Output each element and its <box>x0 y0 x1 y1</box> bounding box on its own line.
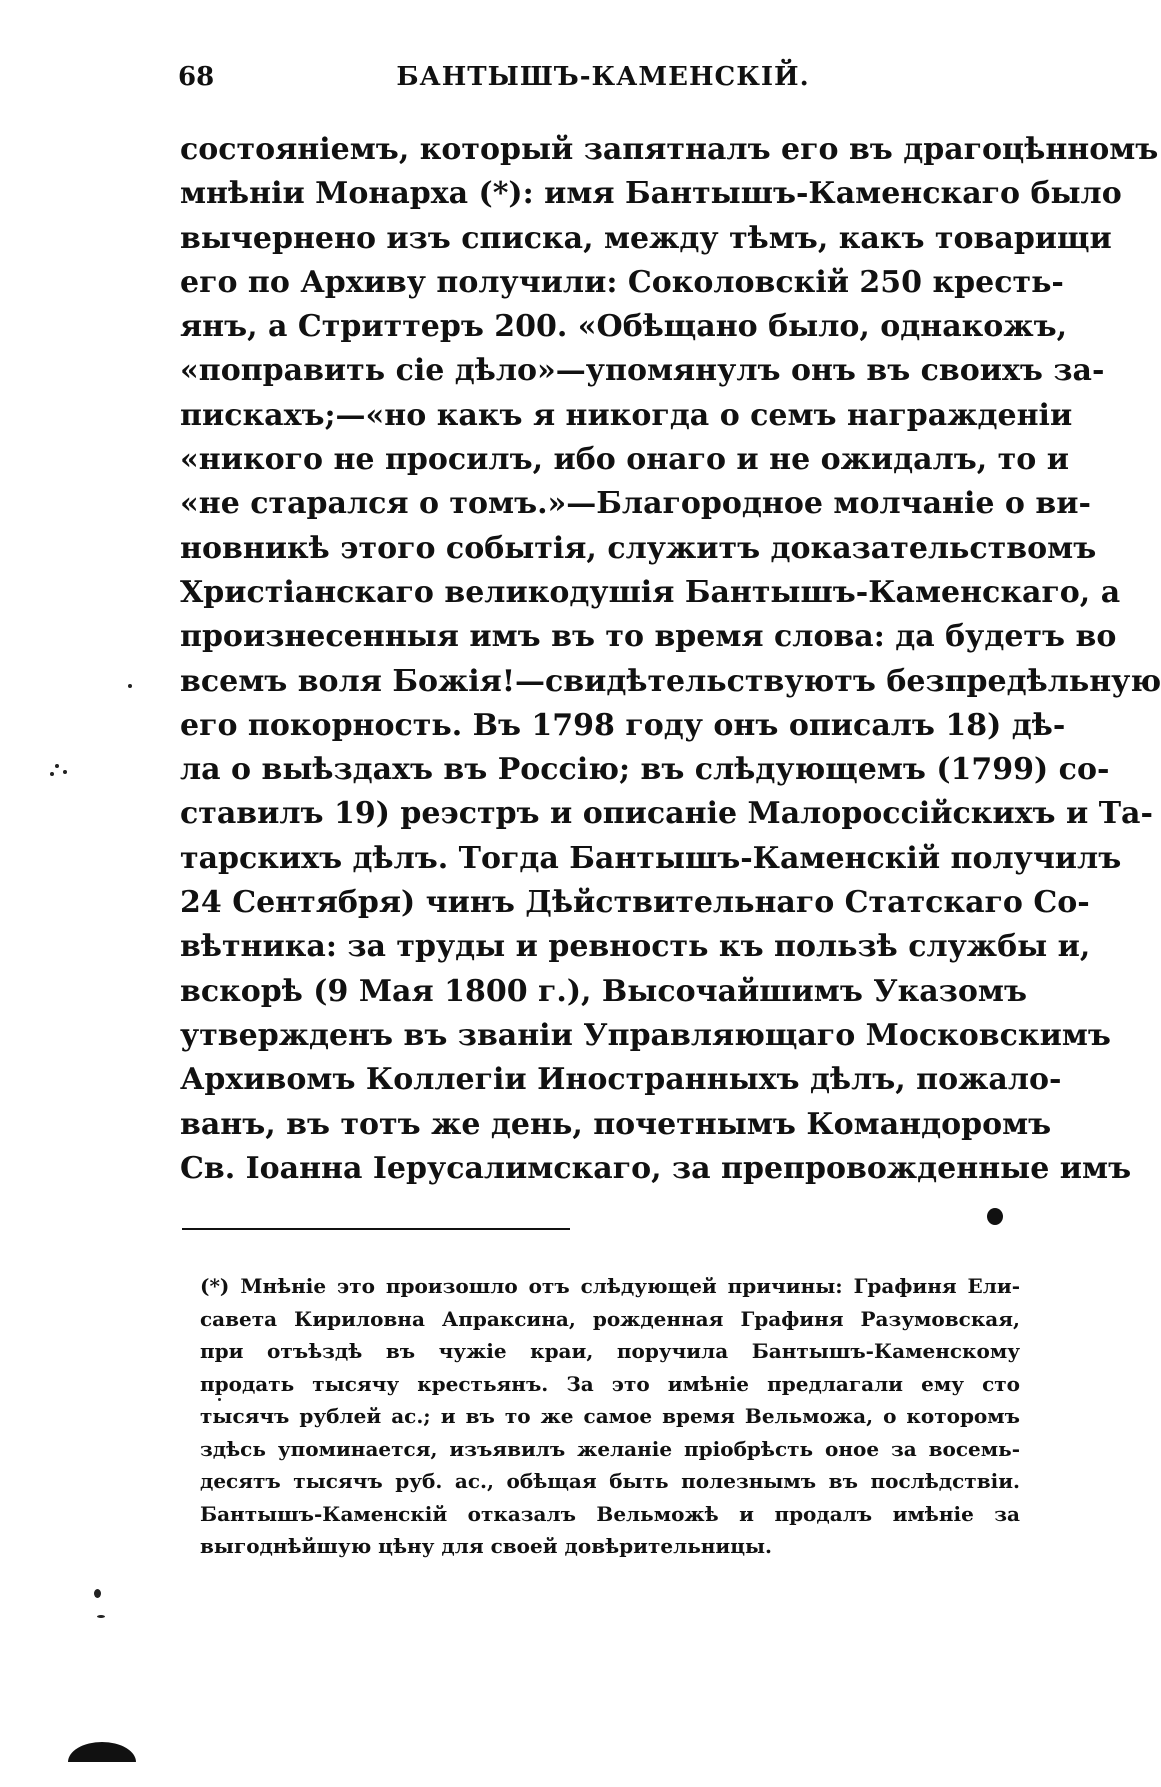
text-line: Архивомъ Коллегіи Иностранныхъ дѣлъ, пожало- <box>180 1062 1062 1098</box>
text-line: новникѣ этого событія, служитъ доказательствомъ <box>180 530 1097 566</box>
footnote-line: продать тысячу крестьянъ. За это имѣніе предлагали ему сто <box>200 1371 1020 1396</box>
footnote-line: савета Кириловна Апраксина, рожденная Графиня Разумовская, <box>200 1306 1020 1331</box>
text-line: всемъ воля Божія!—свидѣтельствуютъ безпредѣльную <box>180 663 1161 699</box>
text-line: вѣтника: за труды и ревность къ пользѣ службы и, <box>180 929 1091 965</box>
page-number: 68 <box>178 62 215 92</box>
text-line: мнѣніи Монарха (*): имя Бантышъ-Каменскаго было <box>180 176 1122 212</box>
text-line: янъ, а Стриттеръ 200. «Обѣщано было, однакожъ, <box>180 309 1068 345</box>
text-line: Христіанскаго великодушія Бантышъ-Каменскаго, а <box>180 574 1121 610</box>
text-line: пискахъ;—«но какъ я никогда о семъ награжденіи <box>180 397 1073 433</box>
footnote-line <box>200 1270 1020 1303</box>
ink-smudge <box>68 1742 136 1762</box>
footnote-line: при отъѣздѣ въ чужіе краи, поручила Бантышъ-Каменскому <box>200 1339 1020 1363</box>
ink-speck <box>63 770 67 774</box>
text-line: ла о выѣздахъ въ Россію; въ слѣдующемъ (1799) со- <box>180 752 1110 788</box>
main-text <box>180 128 1161 1191</box>
footnote <box>200 1270 1020 1563</box>
text-line: 24 Сентября) чинъ Дѣйствительнаго Статскаго Со- <box>180 885 1090 921</box>
ink-speck <box>55 764 59 768</box>
text-line: состояніемъ, который запятналъ его въ драгоцѣнномъ <box>180 132 1159 167</box>
text-line: Св. Іоанна Іерусалимскаго, за препровожденные имъ <box>180 1150 1132 1186</box>
ink-speck <box>94 1589 101 1598</box>
text-line: ставилъ 19) реэстръ и описаніе Малороссійскихъ и Та- <box>180 796 1153 832</box>
text-line: вычернено изъ списка, между тѣмъ, какъ товарищи <box>180 220 1112 256</box>
text-line: «никого не просилъ, ибо онаго и не ожидалъ, то и <box>180 442 1069 478</box>
ink-speck <box>50 772 54 776</box>
footnote-line: десятъ тысячъ руб. ас., обѣщая быть полезнымъ въ послѣдствіи. <box>200 1469 1020 1493</box>
footnote-line: тысячъ рублей ас.; и въ то же самое время Вельможа, о которомъ <box>200 1404 1020 1428</box>
ink-blot <box>987 1208 1003 1225</box>
text-line: вскорѣ (9 Мая 1800 г.), Высочайшимъ Указомъ <box>180 973 1027 1009</box>
ink-speck <box>97 1615 105 1618</box>
text-line: его по Архиву получили: Соколовскій 250 кресть- <box>180 264 1064 300</box>
footnote-separator <box>182 1228 570 1230</box>
ink-speck <box>218 1398 221 1401</box>
footnote-line: Бантышъ-Каменскій отказалъ Вельможѣ и продалъ имѣніе за <box>200 1501 1020 1526</box>
text-line: «не старался о томъ.»—Благородное молчаніе о ви- <box>180 486 1091 522</box>
text-line: ванъ, въ тотъ же день, почетнымъ Командоромъ <box>180 1106 1052 1142</box>
text-line: произнесенныя имъ въ то время слова: да будетъ во <box>180 619 1117 655</box>
text-line: утвержденъ въ званіи Управляющаго Московскимъ <box>180 1017 1111 1053</box>
footnote-marker: (*) <box>200 1274 230 1298</box>
page-header <box>178 62 1028 102</box>
text-line: тарскихъ дѣлъ. Тогда Бантышъ-Каменскій получилъ <box>180 840 1122 876</box>
text-line: его покорность. Въ 1798 году онъ описалъ 18) дѣ- <box>180 707 1066 743</box>
running-title: БАНТЫШЪ-КАМЕНСКІЙ. <box>396 62 810 92</box>
footnote-line-text: Мнѣніе это произошло отъ слѣдующей причины: Графиня Ели- <box>240 1274 1021 1298</box>
ink-speck <box>128 684 132 688</box>
text-line: «поправить сіе дѣло»—упомянулъ онъ въ своихъ за- <box>180 353 1105 389</box>
footnote-line: здѣсь упоминается, изъявилъ желаніе пріобрѣсть оное за восемь- <box>200 1436 1020 1461</box>
footnote-line: выгоднѣйшую цѣну для своей довѣрительницы. <box>200 1534 773 1558</box>
